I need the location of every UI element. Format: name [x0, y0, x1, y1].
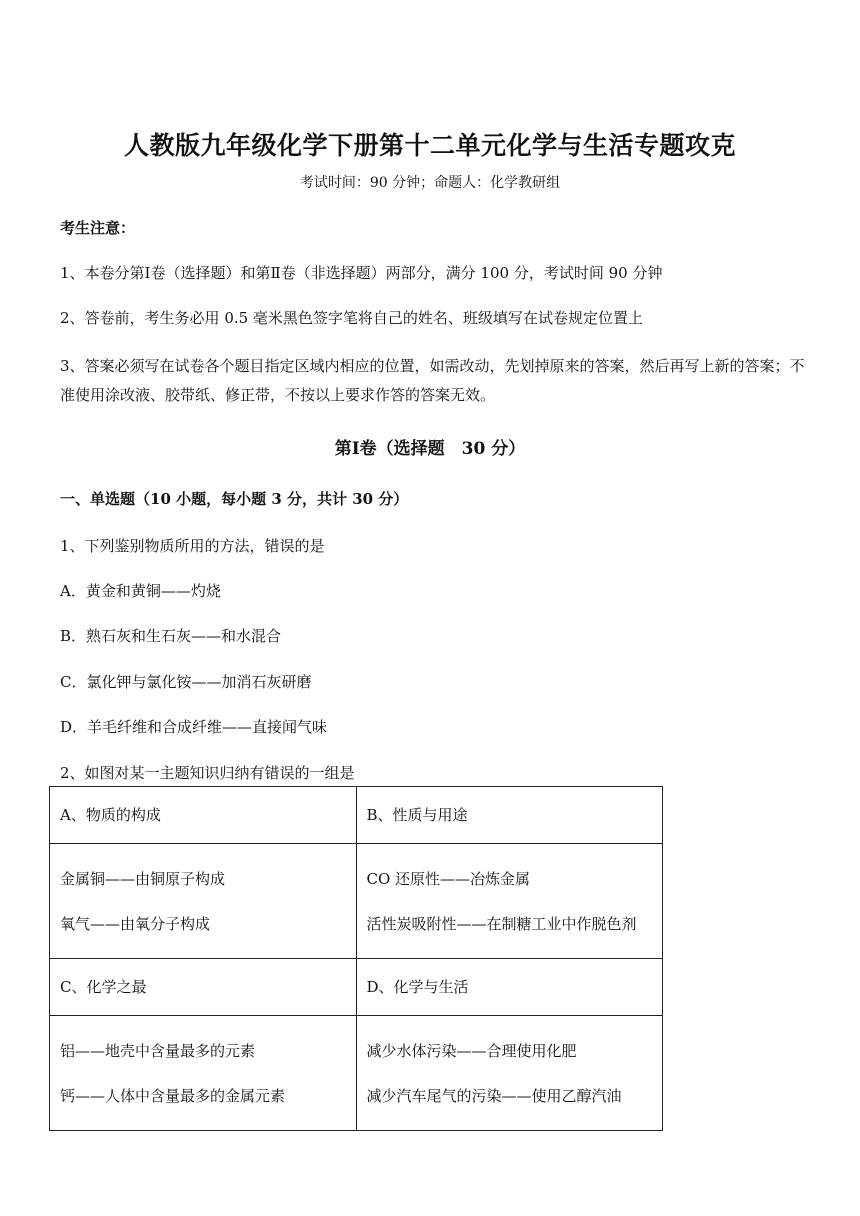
question-1-option-a: A．黄金和黄铜——灼烧: [60, 582, 221, 600]
exam-title: 人教版九年级化学下册第十二单元化学与生活专题攻克: [123, 131, 736, 160]
section-title: 第Ⅰ卷（选择题 30 分）: [334, 439, 526, 459]
table-line: 减少汽车尾气的污染——使用乙醇汽油: [366, 1087, 622, 1105]
notice-item-1: 1、本卷分第Ⅰ卷（选择题）和第Ⅱ卷（非选择题）两部分，满分 100 分，考试时间 90 分钟: [60, 264, 663, 282]
notice-item-2: 2、答卷前，考生务必用 0.5 毫米黑色签字笔将自己的姓名、班级填写在试卷规定位置上: [60, 309, 643, 327]
notice-item-3: 3、答案必须写在试卷各个题目指定区域内相应的位置，如需改动，先划掉原来的答案，然后再写上新的答案；不准使用涂改液、胶带纸、修正带，不按以上要求作答的答案无效。: [60, 357, 805, 404]
table-cell-d-head: D、化学与生活: [356, 959, 663, 1016]
question-1-stem: 1、下列鉴别物质所用的方法，错误的是: [60, 537, 325, 555]
table-cell-c-body: [50, 1016, 357, 1131]
table-cell-b-head: B、性质与用途: [356, 787, 663, 844]
table-line: 减少水体污染——合理使用化肥: [366, 1042, 577, 1060]
table-line: 氧气——由氧分子构成: [60, 915, 211, 933]
notice-heading: 考生注意：: [60, 219, 136, 237]
table-line: 金属铜——由铜原子构成: [60, 870, 226, 888]
table-line: 铝——地壳中含量最多的元素: [60, 1042, 256, 1060]
question-1-option-c: C．氯化钾与氯化铵——加消石灰研磨: [60, 673, 312, 691]
question-1-option-d: D．羊毛纤维和合成纤维——直接闻气味: [60, 718, 328, 736]
table-cell-d-body: [356, 1016, 663, 1131]
question-1-option-b: B．熟石灰和生石灰——和水混合: [60, 627, 282, 645]
table-line: CO 还原性——冶炼金属: [366, 870, 531, 888]
table-line: 钙——人体中含量最多的金属元素: [60, 1087, 286, 1105]
exam-subtitle: 考试时间：90 分钟；命题人：化学教研组: [299, 175, 561, 191]
table-cell-b-body: [356, 844, 663, 959]
table-cell-a-body: [50, 844, 357, 959]
table-cell-c-head: C、化学之最: [50, 959, 357, 1016]
part-title: 一、单选题（10 小题，每小题 3 分，共计 30 分）: [60, 490, 409, 508]
question-2-table: [49, 786, 663, 1131]
table-line: 活性炭吸附性——在制糖工业中作脱色剂: [366, 915, 637, 933]
question-2-stem: 2、如图对某一主题知识归纳有错误的一组是: [60, 764, 355, 782]
table-cell-a-head: A、物质的构成: [50, 787, 357, 844]
